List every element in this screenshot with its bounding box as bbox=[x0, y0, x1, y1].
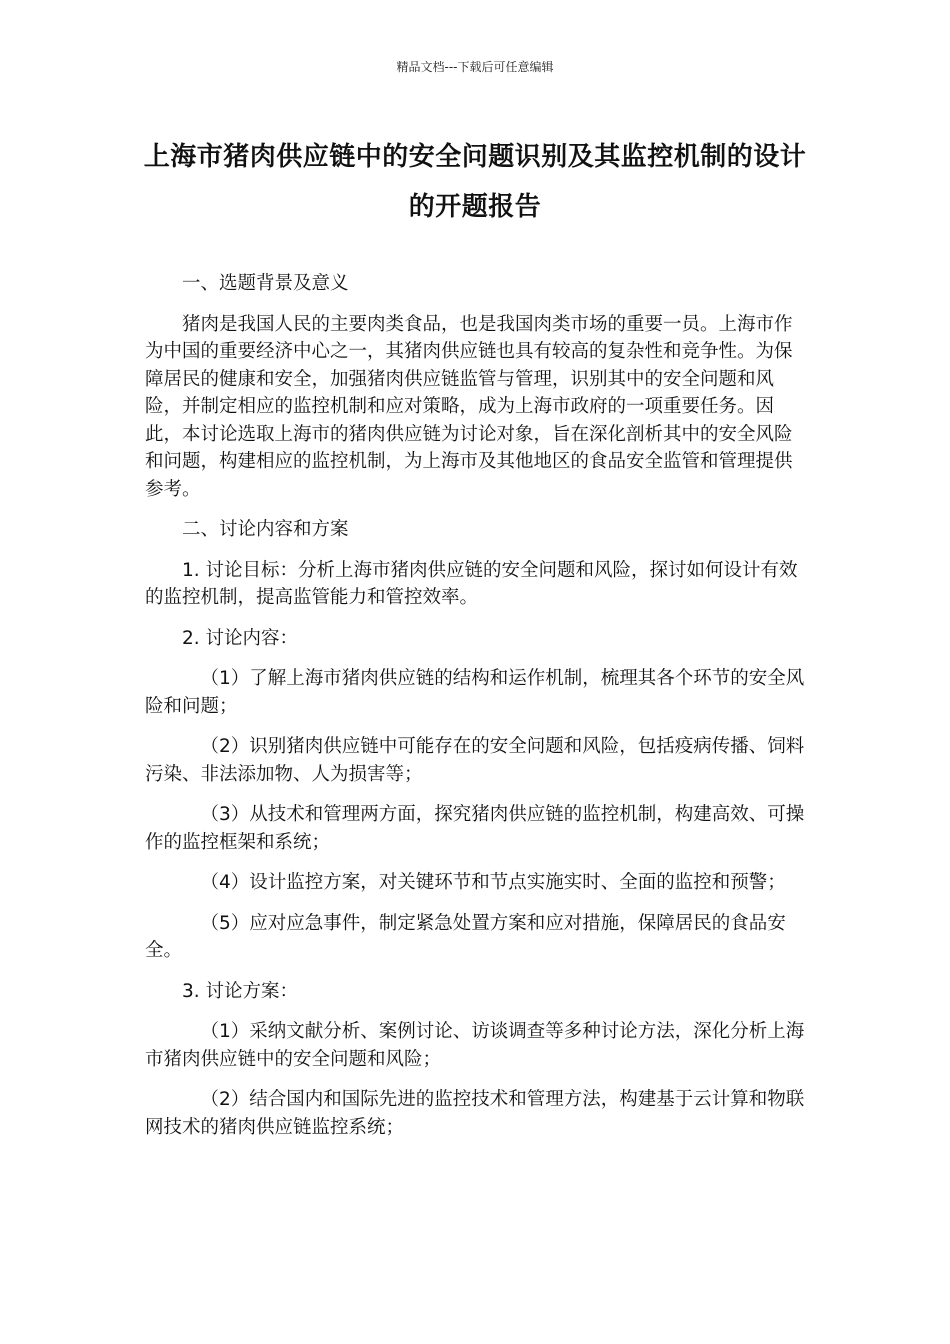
content-item-2: （2）识别猪肉供应链中可能存在的安全问题和风险，包括疫病传播、饲料污染、非法添加物、人为损害等； bbox=[145, 736, 805, 785]
document-title: 上海市猪肉供应链中的安全问题识别及其监控机制的设计的开题报告 bbox=[143, 142, 807, 222]
plan-item-1: （1）采纳文献分析、案例讨论、访谈调查等多种讨论方法，深化分析上海市猪肉供应链中的安全问题和风险； bbox=[145, 1021, 805, 1070]
section-heading-background: 一、选题背景及意义 bbox=[182, 273, 349, 294]
content-item-4: （4）设计监控方案，对关键环节和节点实施实时、全面的监控和预警； bbox=[200, 872, 786, 893]
paragraph-goal: 1. 讨论目标：分析上海市猪肉供应链的安全问题和风险，探讨如何设计有效的监控机制，提高监管能力和管控效率。 bbox=[145, 559, 798, 608]
content-item-3: （3）从技术和管理两方面，探究猪肉供应链的监控机制，构建高效、可操作的监控框架和系统； bbox=[145, 804, 805, 853]
content-item-5: （5）应对应急事件，制定紧急处置方案和应对措施，保障居民的食品安全。 bbox=[145, 912, 786, 961]
plan-item-2: （2）结合国内和国际先进的监控技术和管理方法，构建基于云计算和物联网技术的猪肉供应链监控系统； bbox=[145, 1089, 805, 1138]
section-heading-content: 二、讨论内容和方案 bbox=[182, 519, 349, 540]
paragraph-background: 猪肉是我国人民的主要肉类食品，也是我国肉类市场的重要一员。上海市作为中国的重要经济中心之一，其猪肉供应链也具有较高的复杂性和竞争性。为保障居民的健康和安全，加强猪肉供应链监管与管理，识别其中的安全问题和风险，并制定相应的监控机制和应对策略，成为上海市政府的一项重要任务。因此，本讨论选取上海市的猪肉供应链为讨论对象，旨在深化剖析其中的安全风险和问题，构建相应的监控机制，为上海市及其他地区的食品安全监管和管理提供参考。 bbox=[145, 313, 793, 500]
subheading-content: 2. 讨论内容： bbox=[182, 627, 299, 649]
content-item-1: （1）了解上海市猪肉供应链的结构和运作机制，梳理其各个环节的安全风险和问题； bbox=[145, 668, 805, 717]
header-note: 精品文档---下载后可任意编辑 bbox=[396, 60, 554, 74]
document-body bbox=[145, 270, 810, 1154]
subheading-plan: 3. 讨论方案： bbox=[182, 980, 299, 1002]
